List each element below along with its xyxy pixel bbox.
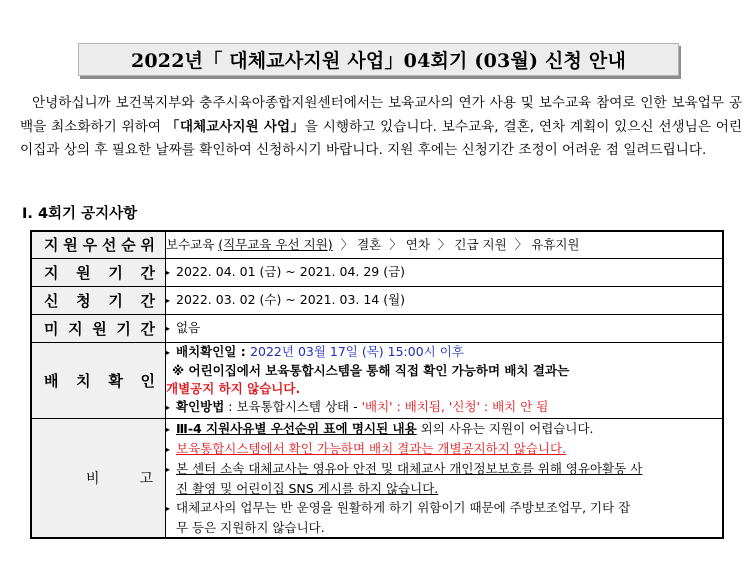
triangle-right-icon: ▸ [166, 295, 171, 305]
remark-1: ▸ Ⅲ-4 지원사유별 우선순위 표에 명시된 내용 외의 사유는 지원이 어렵습니다. [166, 419, 722, 439]
remarks-label: 비 고 [86, 470, 153, 487]
page-title: 2022년「 대체교사지원 사업」04회기 (03월) 신청 안내 [78, 43, 679, 76]
apply-period-row [31, 286, 723, 314]
placement-note-b: 개별공지 하지 않습니다. [166, 381, 301, 396]
triangle-right-icon: ▸ [166, 267, 171, 277]
apply-period-label: 신 청 기 간 [44, 291, 155, 310]
remark-4a: ▸ 대체교사의 업무는 반 운영을 원활하게 하기 위함이기 때문에 주방보조업무, 기타 잡 [166, 498, 722, 518]
intro-part2: 을 시행하고 있습니다. 보수교육, 결혼, 연차 계획이 있으신 선생님은 어린이집과 상의 후 필요한 날짜를 확인하여 신청하시기 바랍니다. 지원 후에는 신청기간 조정이 어려운 점 일려드립니다. [20, 118, 742, 158]
remark-2: ▸ 보육통합시스템에서 확인 가능하며 배치 결과는 개별공지하지 않습니다. [166, 439, 722, 459]
placement-status: '배치' : 배치됨, '신청' : 배치 안 됨 [361, 399, 549, 414]
placement-method-line: ▸ 확인방법 : 보육통합시스템 상태 - '배치' : 배치됨, '신청' : 배치 안 됨 [166, 398, 722, 417]
intro-paragraph [20, 92, 742, 163]
no-support-row [31, 314, 723, 342]
remarks-row [31, 418, 723, 538]
placement-date-line: ▸ 배치확인일 : 2022년 03월 17일 (목) 15:00시 이후 [166, 343, 722, 362]
support-period-value: 2022. 04. 01 (금) ~ 2021. 04. 29 (금) [176, 263, 406, 279]
notice-table [30, 230, 724, 539]
triangle-right-icon: ▸ [166, 444, 171, 454]
remark-4b: 무 등은 지원하지 않습니다. [176, 519, 325, 535]
placement-label: 배 치 확 인 [44, 371, 155, 390]
support-period-row [31, 258, 723, 286]
apply-period-value: 2022. 03. 02 (수) ~ 2021. 03. 14 (월) [176, 291, 406, 307]
no-support-value: 없음 [176, 319, 201, 335]
triangle-right-icon: ▸ [166, 424, 171, 434]
priority-item1-sub: (직무교육 우선 지원) [218, 236, 333, 252]
triangle-right-icon: ▸ [166, 323, 171, 333]
triangle-right-icon: ▸ [166, 464, 171, 474]
remark-3a: ▸ 본 센터 소속 대체교사는 영유아 안전 및 대체교사 개인정보보호를 위해 영유아활동 사 [166, 459, 722, 479]
triangle-right-icon: ▸ [166, 503, 171, 513]
section-title: Ⅰ. 4회기 공지사항 [22, 206, 138, 222]
intro-emphasis: 「대체교사지원 사업」 [165, 118, 305, 135]
support-period-label: 지 원 기 간 [44, 263, 155, 282]
priority-row [31, 231, 723, 258]
placement-date-value: 2022년 03월 17일 (목) 15:00시 이후 [250, 344, 464, 359]
triangle-right-icon: ▸ [166, 348, 171, 357]
intro-part1: 안녕하십니까 보건복지부와 충주시육아종합지원센터에서는 보육교사의 연가 사용 및 보수교육 참여로 인한 보육업무 공백을 최소화하기 위하여 [20, 95, 742, 135]
placement-note-a: ※ 어린이집에서 보육통합시스템을 통해 직접 확인 가능하며 배치 결과는 [172, 363, 570, 378]
remark-3b: 진 촬영 및 어린이집 SNS 게시를 하지 않습니다. [176, 480, 439, 496]
priority-value: 보수교육 (직무교육 우선 지원) 〉 결혼 〉 연차 〉 긴급 지원 〉 유휴지원 [166, 231, 724, 258]
placement-row [31, 342, 723, 418]
no-support-label: 미 지 원 기 간 [44, 319, 155, 338]
priority-label: 지 원 우 선 순 위 [44, 236, 155, 255]
triangle-right-icon: ▸ [166, 403, 171, 412]
